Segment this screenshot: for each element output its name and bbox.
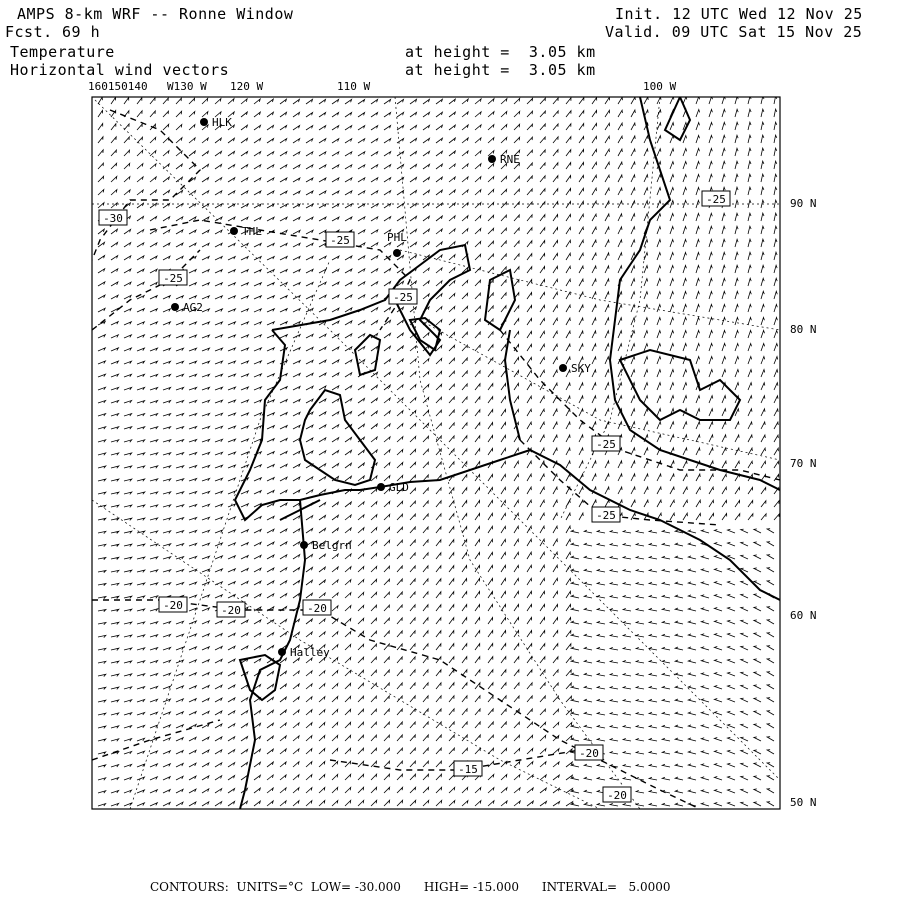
contour-label-text: -20 <box>307 602 327 615</box>
map-title: AMPS 8-km WRF -- Ronne Window <box>17 5 294 23</box>
lat-label-60: 60 N <box>790 609 817 622</box>
lon-label-120: 120 W <box>230 80 264 93</box>
station-dot-sky <box>559 364 567 372</box>
contours-high: HIGH= -15.000 <box>423 880 520 894</box>
init-time: Init. 12 UTC Wed 12 Nov 25 <box>615 5 863 23</box>
station-dot-rne <box>488 155 496 163</box>
station-dot-halley <box>278 648 286 656</box>
station-label-sky: SKY <box>571 362 591 375</box>
lon-label-110: 110 W <box>337 80 371 93</box>
lon-label-130: W130 W <box>167 80 207 93</box>
contour-label-text: -20 <box>221 604 241 617</box>
height-temperature: at height = 3.05 km <box>405 43 596 61</box>
contour-label-text: -25 <box>706 193 726 206</box>
station-label-hlk: HLK <box>212 116 232 129</box>
contour-label-text: -25 <box>163 272 183 285</box>
contour-label-text: -15 <box>458 763 478 776</box>
lat-label-70: 70 N <box>790 457 817 470</box>
temperature-contours <box>92 110 780 809</box>
contours-footer <box>150 880 671 894</box>
station-label-rne: RNE <box>500 153 520 166</box>
contour-label-text: -20 <box>163 599 183 612</box>
lon-label-160: 160150140 <box>88 80 148 93</box>
contour-label-text: -25 <box>596 509 616 522</box>
contour-label-text: -25 <box>393 291 413 304</box>
forecast-label: Fcst. <box>5 23 53 41</box>
lat-label-80: 80 N <box>790 323 817 336</box>
contour-label-text: -20 <box>579 747 599 760</box>
height-wind: at height = 3.05 km <box>405 61 596 79</box>
station-dot-belgrn <box>300 541 308 549</box>
lat-label-90: 90 N <box>790 197 817 210</box>
station-label-thl: THL <box>242 225 262 238</box>
field-wind: Horizontal wind vectors <box>10 61 230 79</box>
forecast-hour: 69 h <box>62 23 101 41</box>
station-label-phl: PHL <box>387 231 407 244</box>
station-dot-gld <box>377 483 385 491</box>
contour-label-text: -25 <box>596 438 616 451</box>
field-temperature: Temperature <box>10 43 115 61</box>
valid-time: Valid. 09 UTC Sat 15 Nov 25 <box>605 23 863 41</box>
contours-units: UNITS=°C <box>236 880 304 894</box>
contour-label-text: -20 <box>607 789 627 802</box>
contours-interval: INTERVAL= 5.0000 <box>541 880 671 894</box>
lat-label-50: 50 N <box>790 796 817 809</box>
station-label-gld: GLD <box>389 481 409 494</box>
contour-label-text: -25 <box>330 234 350 247</box>
station-label-halley: Halley <box>290 646 330 659</box>
station-dot-hlk <box>200 118 208 126</box>
station-label-ag2: AG2 <box>183 301 203 314</box>
station-dot-thl <box>230 227 238 235</box>
lon-label-100: 100 W <box>643 80 677 93</box>
contours-title: CONTOURS: <box>150 880 229 894</box>
station-label-belgrn: Belgrn <box>312 539 352 552</box>
contour-label-text: -30 <box>103 212 123 225</box>
contours-low: LOW= -30.000 <box>310 880 401 894</box>
station-dot-ag2 <box>171 303 179 311</box>
station-dot-phl <box>393 249 401 257</box>
